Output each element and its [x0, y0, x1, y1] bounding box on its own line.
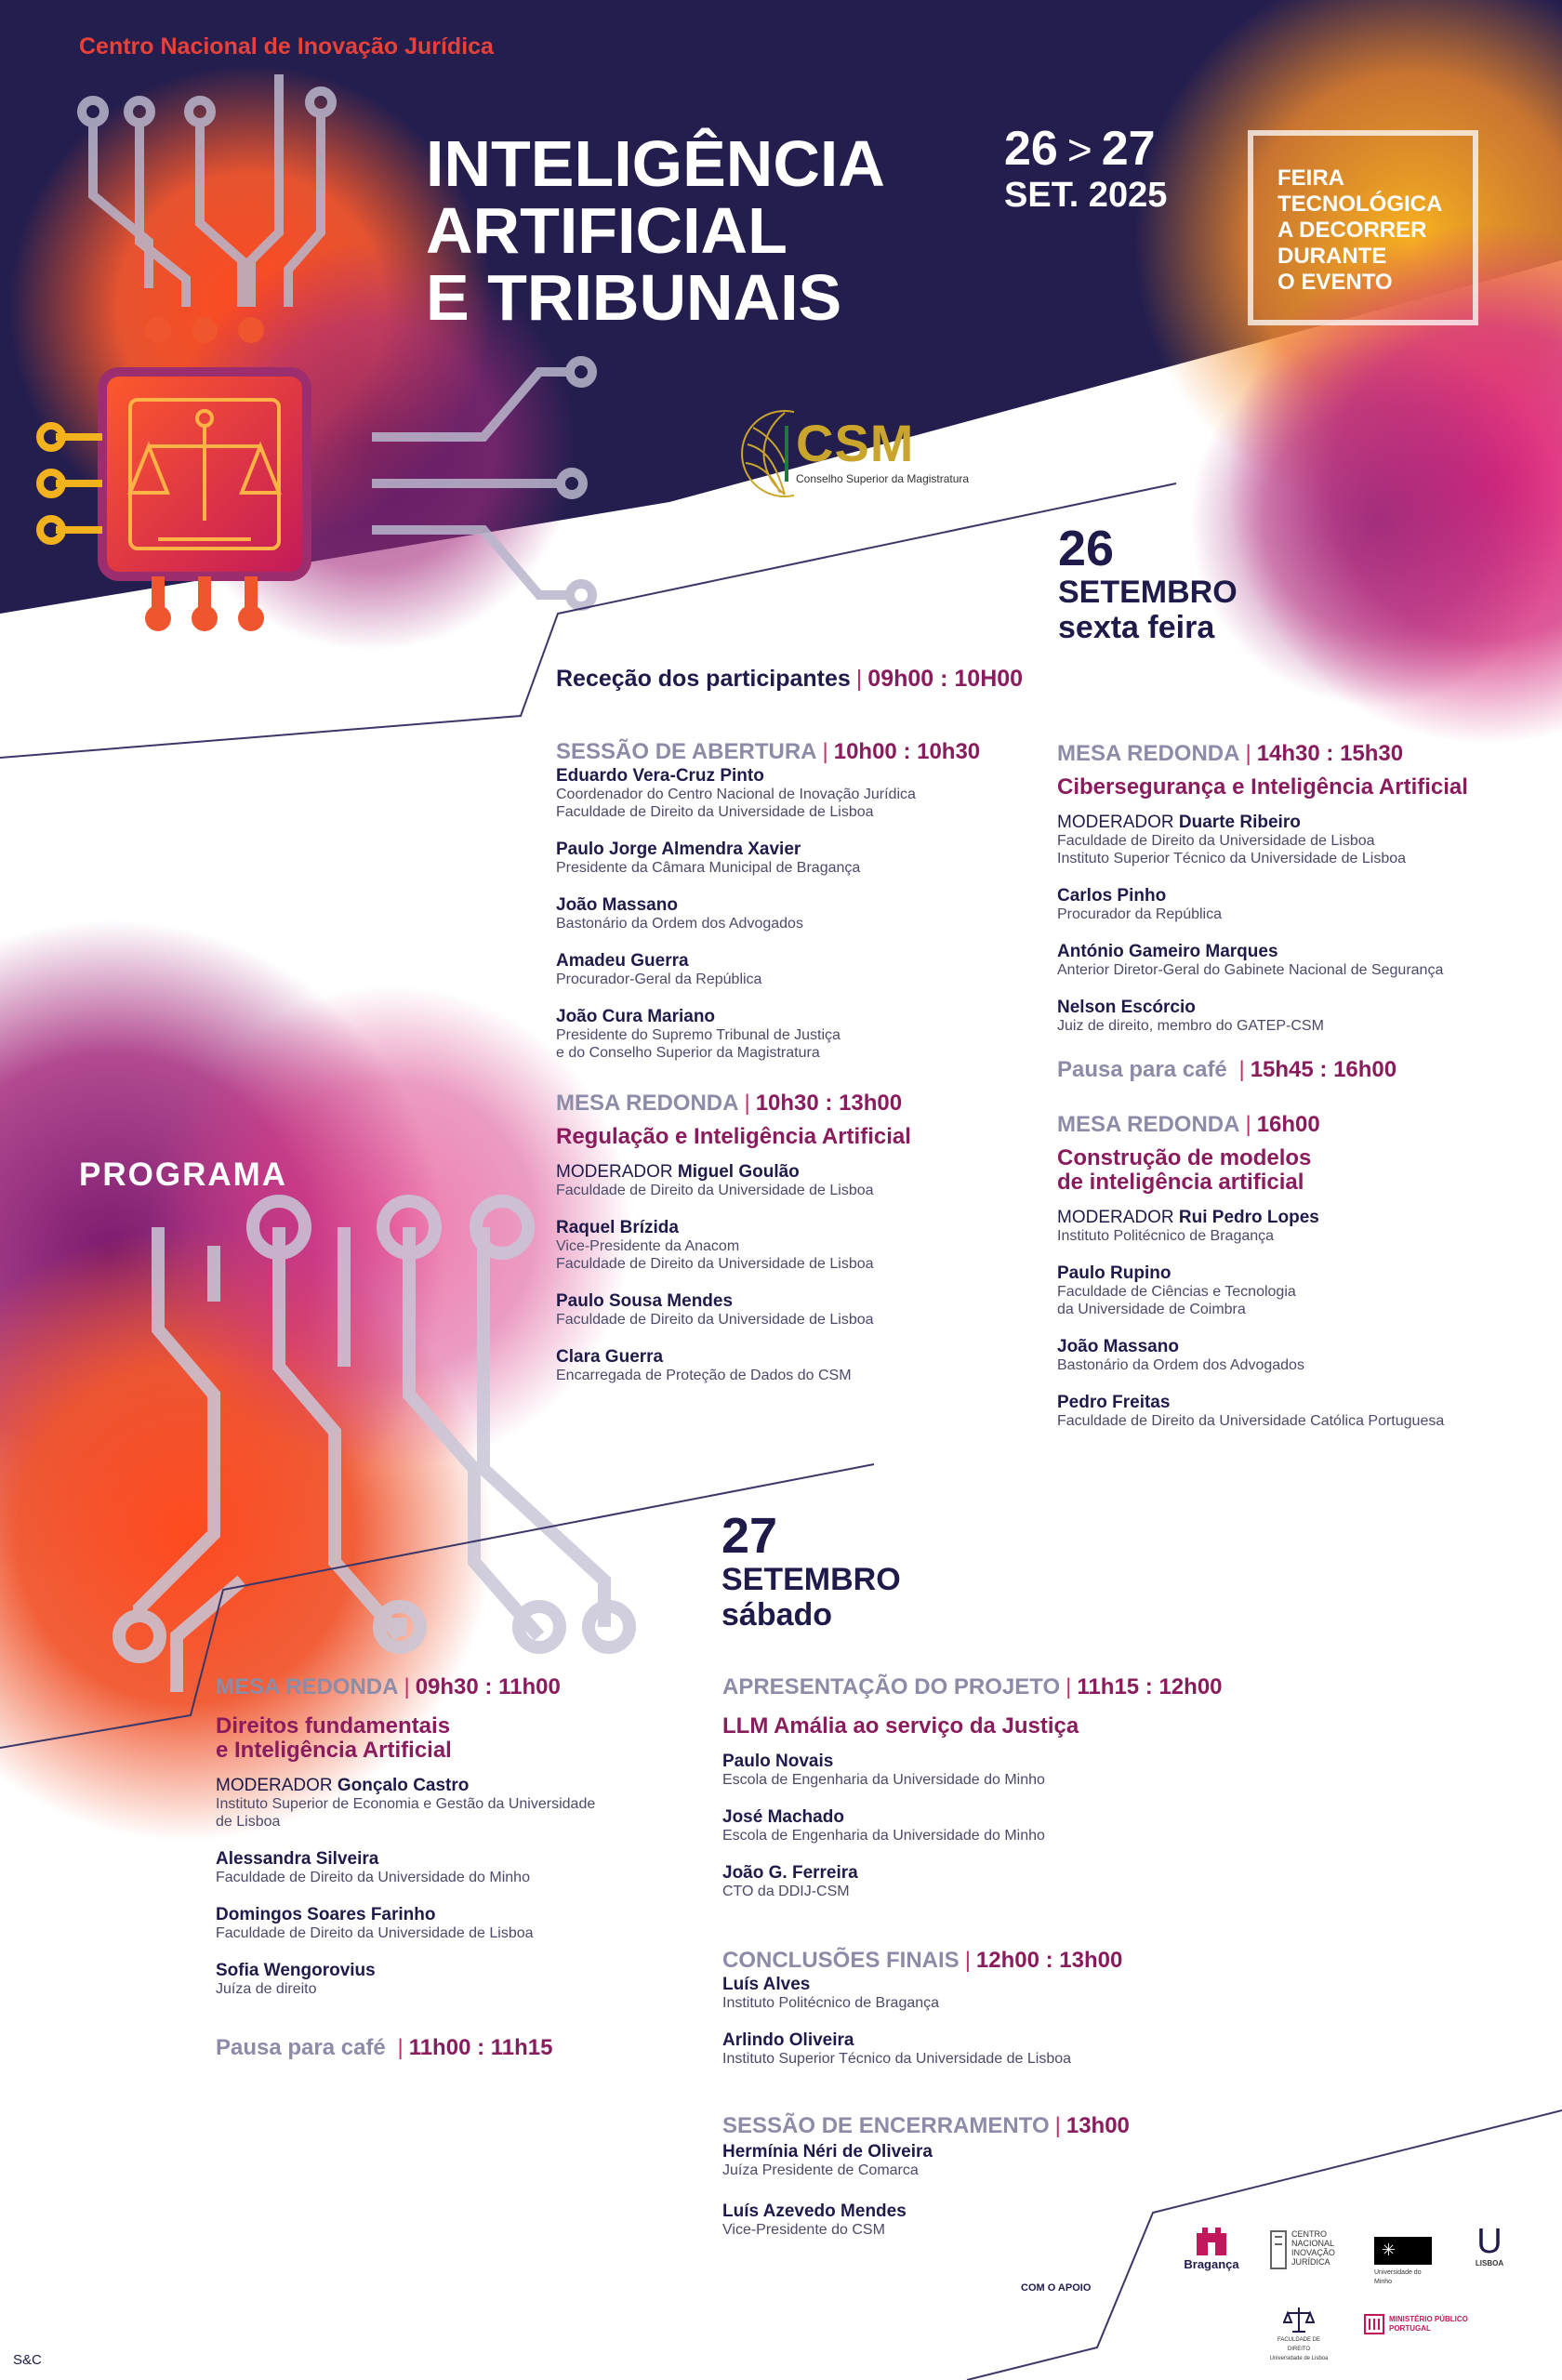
person-name: [1057, 1208, 1541, 1227]
minho-logo: [1374, 2237, 1436, 2287]
person-name: [216, 1776, 662, 1795]
logo-text: MINISTÉRIO PÚBLICO PORTUGAL: [1389, 2315, 1468, 2333]
session: [216, 1673, 662, 1998]
person-affiliation: Anterior Diretor-Geral do Gabinete Nacional de Segurança: [1057, 962, 1444, 978]
person-affiliation: Faculdade de Direito da Universidade de Lisboa Instituto Superior Técnico da Universidade de Lisboa: [1057, 833, 1407, 866]
person-name: Pedro Freitas: [1057, 1393, 1171, 1412]
person-affiliation: Escola de Engenharia da Universidade do Minho: [722, 1828, 1045, 1844]
session-time: 10h00 : 10h30: [833, 739, 981, 764]
separator: |: [855, 666, 863, 692]
person: [556, 951, 1021, 988]
feira-line: A DECORRER: [1277, 218, 1427, 243]
session-topic: Construção de modelos de inteligência artificial: [1057, 1145, 1312, 1195]
lisboa-logo: [1471, 2224, 1508, 2268]
person: [722, 2030, 1243, 2068]
person: [1057, 1393, 1541, 1430]
person-affiliation: Instituto Superior de Economia e Gestão da Universidade de Lisboa: [216, 1796, 596, 1830]
person: [722, 2142, 1243, 2179]
session: [556, 738, 1021, 1062]
session-time: 11h15 : 12h00: [1077, 1674, 1223, 1699]
session-kind: MESA REDONDA: [1057, 741, 1240, 766]
person: [1057, 1337, 1541, 1374]
session-kind: MESA REDONDA: [1057, 1112, 1240, 1137]
person: [216, 1905, 662, 1942]
cnij-logo: [1269, 2229, 1353, 2270]
session: [722, 1947, 1243, 2068]
session-time: 16h00: [1256, 1112, 1320, 1137]
person-affiliation: Coordenador do Centro Nacional de Inovação Jurídica Faculdade de Direito da Universidade de Lisboa: [556, 787, 916, 820]
logo-text: CENTRO NACIONAL INOVAÇÃO JURÍDICA: [1291, 2229, 1335, 2267]
person-name: Arlindo Oliveira: [722, 2030, 854, 2050]
person-name: Amadeu Guerra: [556, 951, 689, 971]
support-label: COM O APOIO: [1021, 2282, 1092, 2294]
person-affiliation: Faculdade de Direito da Universidade Católica Portuguesa: [1057, 1413, 1445, 1429]
person: [556, 1162, 1021, 1199]
person-affiliation: Faculdade de Direito da Universidade de Lisboa: [556, 1183, 874, 1198]
day2-header: [721, 1510, 901, 1633]
session-header: [722, 1947, 1243, 1975]
person-affiliation: Faculdade de Direito da Universidade de Lisboa: [216, 1925, 534, 1941]
castle-icon: [1193, 2220, 1230, 2257]
person: [722, 1752, 1243, 1789]
logo-text: Universidade do Minho: [1374, 2269, 1422, 2285]
separator: |: [744, 1091, 750, 1116]
event-dates: [1004, 123, 1167, 215]
session-topic: Regulação e Inteligência Artificial: [556, 1124, 911, 1149]
separator: |: [1238, 1057, 1245, 1082]
credit-mark: S&C: [13, 2352, 42, 2368]
minho-emblem-icon: ✳: [1374, 2237, 1432, 2265]
mp-emblem-icon: [1363, 2313, 1385, 2335]
person: [1057, 1263, 1541, 1318]
cnij-emblem-icon: [1269, 2229, 1288, 2270]
title-line-2: ARTIFICIAL: [426, 194, 788, 267]
person-affiliation: Juíza de direito: [216, 1981, 317, 1997]
person-name: Eduardo Vera-Cruz Pinto: [556, 766, 764, 786]
session-kind: SESSÃO DE ENCERRAMENTO: [722, 2113, 1050, 2138]
session-header: [556, 738, 1021, 766]
person-affiliation: CTO da DDIJ-CSM: [722, 1884, 850, 1899]
moderator-name: Miguel Goulão: [677, 1162, 800, 1182]
person-name: Luís Alves: [722, 1975, 811, 1994]
person-affiliation: Faculdade de Ciências e Tecnologia da Universidade de Coimbra: [1057, 1284, 1296, 1317]
feira-text: [1277, 165, 1442, 296]
separator: |: [822, 739, 828, 764]
person-affiliation: Faculdade de Direito da Universidade do Minho: [216, 1870, 530, 1885]
separator: |: [397, 2035, 404, 2060]
csm-subtitle: Conselho Superior da Magistratura: [796, 472, 970, 485]
moderator-label: MODERADOR: [216, 1776, 333, 1795]
title-line-3: E TRIBUNAIS: [426, 261, 842, 334]
session-topic: Direitos fundamentais e Inteligência Artificial: [216, 1713, 452, 1763]
date-end: 27: [1101, 122, 1156, 176]
person-affiliation: Bastonário da Ordem dos Advogados: [556, 916, 803, 932]
moderator-name: Duarte Ribeiro: [1178, 813, 1301, 832]
person-name: Hermínia Néri de Oliveira: [722, 2142, 933, 2162]
moderator-label: MODERADOR: [1057, 1208, 1174, 1227]
session-topic: Cibersegurança e Inteligência Artificial: [1057, 774, 1468, 800]
scales-icon: [1283, 2304, 1315, 2335]
person-name: João Cura Mariano: [556, 1007, 716, 1026]
person-name: Paulo Novais: [722, 1752, 834, 1771]
person-name: Paulo Sousa Mendes: [556, 1291, 734, 1311]
pause-time: 15h45 : 16h00: [1250, 1057, 1397, 1082]
session-header: [722, 1673, 1243, 1701]
session-header: [1057, 1111, 1541, 1139]
person: [556, 1291, 1021, 1329]
person: [1057, 886, 1541, 923]
separator: |: [1066, 1674, 1072, 1699]
braganca-logo: [1179, 2220, 1244, 2271]
person-name: António Gameiro Marques: [1057, 942, 1278, 961]
person-name: Luís Azevedo Mendes: [722, 2202, 907, 2221]
person-name: Paulo Jorge Almendra Xavier: [556, 840, 801, 859]
person: [556, 1007, 1021, 1062]
session-header: [556, 1090, 1021, 1117]
u-lisboa-icon: U: [1476, 2222, 1502, 2261]
pause-time: 11h00 : 11h15: [408, 2035, 553, 2060]
moderator-name: Rui Pedro Lopes: [1178, 1208, 1319, 1227]
session-time: 10h30 : 13h00: [755, 1091, 903, 1116]
session-kind: MESA REDONDA: [216, 1674, 399, 1699]
person-affiliation: Procurador-Geral da República: [556, 972, 762, 987]
session-time: 09h30 : 11h00: [415, 1674, 561, 1699]
person: [722, 2202, 1243, 2239]
moderator-label: MODERADOR: [1057, 813, 1174, 832]
csm-emblem-icon: [738, 407, 794, 500]
pause-label: Pausa para café: [1057, 1057, 1227, 1082]
day2-number: 27: [721, 1508, 778, 1564]
person-affiliation: Juíza Presidente de Comarca: [722, 2162, 919, 2178]
person-name: Carlos Pinho: [1057, 886, 1167, 906]
coffee-break: [1057, 1057, 1541, 1083]
person-affiliation: Presidente da Câmara Municipal de Bragança: [556, 860, 861, 876]
person: [216, 1961, 662, 1998]
csm-logo-text: CSM: [796, 414, 915, 472]
date-arrow: >: [1066, 126, 1092, 174]
session: [722, 2112, 1243, 2239]
day2-weekday: sábado: [721, 1597, 833, 1633]
feira-line: DURANTE: [1277, 244, 1387, 269]
date-start: 26: [1004, 122, 1058, 176]
day1-number: 26: [1058, 521, 1115, 576]
person-name: [556, 1162, 1021, 1182]
feira-line: TECNOLÓGICA: [1277, 192, 1443, 217]
person: [556, 1218, 1021, 1273]
person-affiliation: Instituto Politécnico de Bragança: [1057, 1228, 1275, 1244]
programa-label: PROGRAMA: [79, 1157, 288, 1193]
person: [722, 1975, 1243, 2012]
moderator-label: MODERADOR: [556, 1162, 673, 1182]
moderator-name: Gonçalo Castro: [337, 1776, 470, 1795]
fdul-logo: [1266, 2304, 1331, 2363]
day1-right-column: [1057, 740, 1541, 1430]
session-time: 13h00: [1066, 2113, 1130, 2138]
person: [1057, 942, 1541, 979]
person-affiliation: Presidente do Supremo Tribunal de Justiça e do Conselho Superior da Magistratura: [556, 1027, 841, 1061]
person: [1057, 1208, 1541, 1245]
person-affiliation: Encarregada de Proteção de Dados do CSM: [556, 1368, 852, 1383]
separator: |: [404, 1674, 410, 1699]
pause-label: Pausa para café: [216, 2035, 386, 2060]
person-affiliation: Vice-Presidente do CSM: [722, 2222, 885, 2238]
person-name: João Massano: [1057, 1337, 1179, 1356]
session: [722, 1673, 1243, 1900]
session-kind: APRESENTAÇÃO DO PROJETO: [722, 1674, 1061, 1699]
day2-month: SETEMBRO: [721, 1562, 901, 1597]
session-kind: MESA REDONDA: [556, 1091, 739, 1116]
person-name: Sofia Wengorovius: [216, 1961, 376, 1980]
reception-line: [556, 666, 1023, 693]
feira-line: FEIRA: [1277, 165, 1344, 191]
person-affiliation: Vice-Presidente da Anacom Faculdade de Direito da Universidade de Lisboa: [556, 1238, 874, 1272]
person-affiliation: Procurador da República: [1057, 906, 1222, 922]
person-name: Clara Guerra: [556, 1347, 664, 1367]
session: [556, 1090, 1021, 1384]
logo-text: FACULDADE DE DIREITO Universidade de Lisboa: [1269, 2337, 1329, 2361]
session-time: 14h30 : 15h30: [1256, 741, 1404, 766]
separator: |: [1245, 1112, 1251, 1137]
person-name: Alessandra Silveira: [216, 1849, 379, 1869]
day2-left-column: [216, 1673, 662, 2061]
person: [722, 1807, 1243, 1844]
person-name: Domingos Soares Farinho: [216, 1905, 436, 1924]
title-line-1: INTELIGÊNCIA: [426, 127, 885, 200]
session: [1057, 740, 1541, 1035]
person: [1057, 813, 1541, 867]
session-topic: LLM Amália ao serviço da Justiça: [722, 1713, 1079, 1739]
logo-text: Bragança: [1184, 2257, 1239, 2271]
day1-month: SETEMBRO: [1058, 575, 1238, 610]
person-affiliation: Instituto Superior Técnico da Universidade de Lisboa: [722, 2051, 1072, 2067]
person: [556, 766, 1021, 821]
person: [216, 1776, 662, 1831]
person-name: Raquel Brízida: [556, 1218, 679, 1237]
person: [556, 1347, 1021, 1384]
session-time: 12h00 : 13h00: [975, 1948, 1123, 1973]
day1-header: [1058, 522, 1238, 645]
separator: |: [1245, 741, 1251, 766]
person-name: João Massano: [556, 895, 678, 915]
logo-text: LISBOA: [1475, 2259, 1504, 2268]
day1-left-column: [556, 738, 1021, 1384]
separator: |: [1054, 2113, 1061, 2138]
session: [1057, 1111, 1541, 1430]
person-name: João G. Ferreira: [722, 1863, 858, 1883]
person-affiliation: Bastonário da Ordem dos Advogados: [1057, 1357, 1304, 1373]
coffee-break: [216, 2035, 662, 2061]
session-header: [1057, 740, 1541, 768]
day2-right-column: [722, 1673, 1243, 2239]
session-kind: SESSÃO DE ABERTURA: [556, 739, 817, 764]
person-name: Nelson Escórcio: [1057, 998, 1196, 1017]
organizer-name: Centro Nacional de Inovação Jurídica: [79, 33, 494, 60]
person: [556, 840, 1021, 877]
feira-line: O EVENTO: [1277, 270, 1393, 295]
person: [216, 1849, 662, 1886]
reception-time: 09h00 : 10H00: [867, 666, 1024, 692]
person-name: José Machado: [722, 1807, 844, 1827]
person-name: Paulo Rupino: [1057, 1263, 1172, 1283]
session-kind: CONCLUSÕES FINAIS: [722, 1948, 960, 1973]
day1-weekday: sexta feira: [1058, 610, 1215, 645]
person-affiliation: Instituto Politécnico de Bragança: [722, 1995, 940, 2011]
person-affiliation: Faculdade de Direito da Universidade de Lisboa: [556, 1312, 874, 1328]
mp-logo: [1363, 2313, 1475, 2335]
date-month-year: SET. 2025: [1004, 176, 1168, 215]
person: [722, 1863, 1243, 1900]
separator: |: [964, 1948, 971, 1973]
session-header: [722, 2112, 1243, 2140]
reception-label: Receção dos participantes: [556, 666, 851, 692]
event-title: [426, 127, 885, 334]
session-header: [216, 1673, 662, 1701]
person-affiliation: Juiz de direito, membro do GATEP-CSM: [1057, 1018, 1324, 1034]
person: [556, 895, 1021, 932]
person-affiliation: Escola de Engenharia da Universidade do Minho: [722, 1772, 1045, 1788]
person-name: [1057, 813, 1541, 832]
person: [1057, 998, 1541, 1035]
